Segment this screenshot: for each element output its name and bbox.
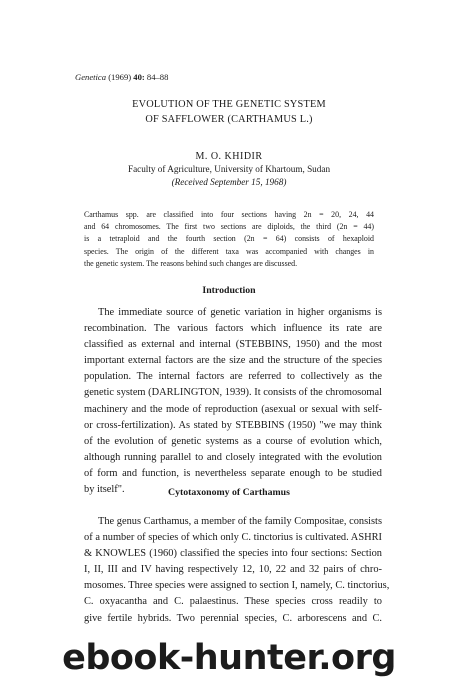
introduction-body xyxy=(84,305,382,498)
journal-name: Genetica xyxy=(75,72,107,82)
journal-pages: 84–88 xyxy=(146,72,169,82)
abstract-line: is a tetraploid and the fourth section (2n = 64) consists of hexaploid xyxy=(84,234,374,244)
body-line: genetic system (DARLINGTON, 1939). It consists of the chromosomal xyxy=(84,387,382,399)
watermark-text: ebook-hunter.org xyxy=(62,638,396,678)
author-name: M. O. KHIDIR xyxy=(195,151,263,162)
body-line: of the evolution of genetic systems as a course of evolution which, xyxy=(84,435,382,447)
section-heading-cytotaxonomy: Cytotaxonomy of Carthamus xyxy=(168,487,290,498)
body-line: mosomes. Three species were assigned to section I, namely, C. tinctorius, xyxy=(84,580,390,592)
body-line: machinery and the mode of reproduction (asexual or sexual with self- xyxy=(84,403,382,415)
body-line: I, II, III and IV having respectively 12, 10, 22 and 32 pairs of chro- xyxy=(84,564,382,576)
body-line: of form and function, is nevertheless separate enough to be studied xyxy=(84,467,382,479)
abstract xyxy=(84,209,374,270)
paper-title-line-1: EVOLUTION OF THE GENETIC SYSTEM xyxy=(132,99,326,110)
journal-volume: 40: xyxy=(133,72,145,82)
received-date: (Received September 15, 1968) xyxy=(171,177,287,187)
cytotaxonomy-body xyxy=(84,514,390,627)
abstract-line: and 64 chromosomes. The first two sections are diploids, the third (2n = 44) xyxy=(84,222,374,232)
paper-title-line-2: OF SAFFLOWER (CARTHAMUS L.) xyxy=(145,114,313,125)
body-line: important external factors are the size and the structure of the species xyxy=(84,355,382,367)
abstract-line: the genetic system. The reasons behind such changes are discussed. xyxy=(84,258,298,268)
body-line: by itself". xyxy=(84,484,125,496)
body-line: classified as external and internal (STEBBINS, 1950) and the most xyxy=(84,339,382,351)
body-line: C. oxyacantha and C. palaestinus. These species cross readily to xyxy=(84,596,382,608)
section-heading-introduction: Introduction xyxy=(202,285,256,296)
body-line: The immediate source of genetic variation in higher organisms is xyxy=(98,307,382,318)
author-affiliation: Faculty of Agriculture, University of Khartoum, Sudan xyxy=(127,164,331,174)
body-line: of a number of species of which only C. tinctorius is cultivated. ASHRI xyxy=(84,532,382,544)
body-line: although running parallel to and closely integrated with the evolution xyxy=(84,451,382,463)
body-line: or cross-fertilization). As stated by STEBBINS (1950) "we may think xyxy=(84,419,382,431)
abstract-line: Carthamus spp. are classified into four sections having 2n = 20, 24, 44 xyxy=(84,210,374,219)
body-line: population. The internal factors are referred to collectively as the xyxy=(84,371,382,383)
journal-citation xyxy=(75,72,168,82)
journal-year: (1969) xyxy=(108,72,132,82)
body-line: recombination. The various factors which influence its rate are xyxy=(84,323,382,335)
body-line: & KNOWLES (1960) classified the species into four sections: Section xyxy=(84,548,382,560)
body-line: The genus Carthamus, a member of the family Compositae, consists xyxy=(98,516,382,527)
body-line: give fertile hybrids. Two perennial species, C. arborescens and C. xyxy=(84,612,382,624)
abstract-line: species. The origin of the different taxa was accompanied with changes in xyxy=(84,246,374,256)
